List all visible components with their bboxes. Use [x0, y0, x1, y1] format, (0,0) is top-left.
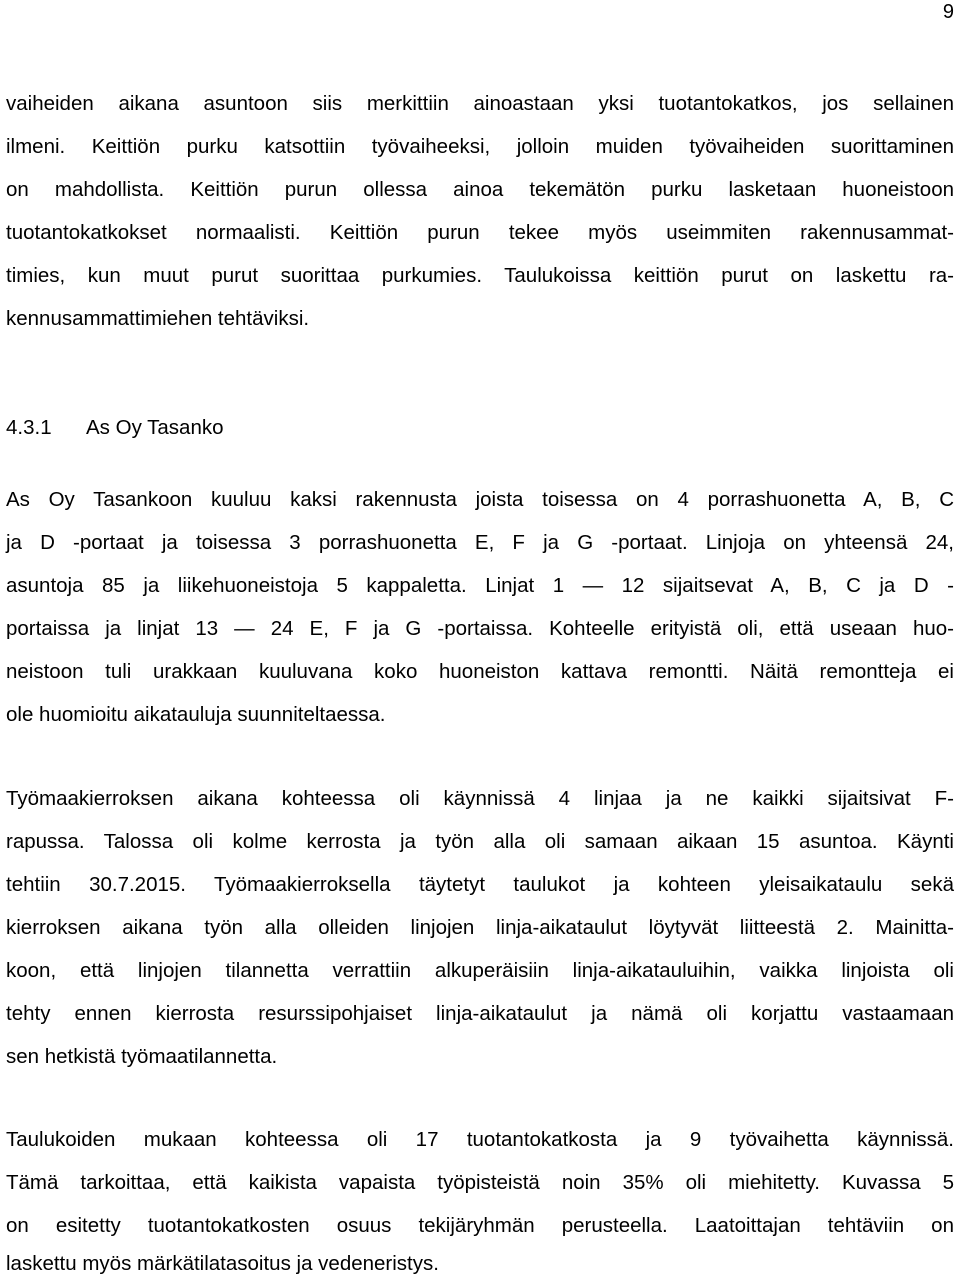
text-line: kierroksen aikana työn alla olleiden linjojen linja-aikataulut löytyvät liitteestä 2. Mainitta-: [6, 916, 954, 939]
text-line: As Oy Tasankoon kuuluu kaksi rakennusta joista toisessa on 4 porrashuonetta A, B, C: [6, 488, 954, 511]
text-line: vaiheiden aikana asuntoon siis merkittiin ainoastaan yksi tuotantokatkos, jos sellainen: [6, 92, 954, 115]
page-number: 9: [942, 1, 954, 23]
text-line: Taulukoiden mukaan kohteessa oli 17 tuotantokatkosta ja 9 työvaihetta käynnissä.: [6, 1128, 954, 1151]
text-line: ilmeni. Keittiön purku katsottiin työvaiheeksi, jolloin muiden työvaiheiden suorittaminen: [6, 135, 954, 158]
text-line: tehty ennen kierrosta resurssipohjaiset linja-aikataulut ja nämä oli korjattu vastaamaan: [6, 1002, 954, 1025]
text-line: neistoon tuli urakkaan kuuluvana koko huoneiston kattava remontti. Näitä remontteja ei: [6, 660, 954, 683]
section-heading: [6, 415, 224, 441]
text-line: ole huomioitu aikatauluja suunniteltaessa.: [6, 703, 386, 726]
text-line: laskettu myös märkätilatasoitus ja vedeneristys.: [6, 1252, 439, 1275]
text-line: Työmaakierroksen aikana kohteessa oli käynnissä 4 linjaa ja ne kaikki sijaitsivat F-: [6, 787, 954, 810]
text-line: on mahdollista. Keittiön purun ollessa ainoa tekemätön purku lasketaan huoneistoon: [6, 178, 954, 201]
text-line: on esitetty tuotantokatkosten osuus tekijäryhmän perusteella. Laatoittajan tehtäviin on: [6, 1214, 954, 1237]
text-line: tuotantokatkokset normaalisti. Keittiön purun tekee myös useimmiten rakennusammat-: [6, 221, 954, 244]
section-title: As Oy Tasanko: [86, 416, 224, 439]
text-line: asuntoja 85 ja liikehuoneistoja 5 kappaletta. Linjat 1 — 12 sijaitsevat A, B, C ja D -: [6, 574, 954, 597]
text-line: timies, kun muut purut suorittaa purkumies. Taulukoissa keittiön purut on laskettu ra-: [6, 264, 954, 287]
text-line: rapussa. Talossa oli kolme kerrosta ja työn alla oli samaan aikaan 15 asuntoa. Käynti: [6, 830, 954, 853]
text-line: portaissa ja linjat 13 — 24 E, F ja G -portaissa. Kohteelle erityistä oli, että useaan huo-: [6, 617, 954, 640]
text-line: koon, että linjojen tilannetta verrattiin alkuperäisiin linja-aikatauluihin, vaikka linjoista oli: [6, 959, 954, 982]
text-line: Tämä tarkoittaa, että kaikista vapaista työpisteistä noin 35% oli miehitetty. Kuvassa 5: [6, 1171, 954, 1194]
text-line: sen hetkistä työmaatilannetta.: [6, 1045, 278, 1068]
text-line: ja D -portaat ja toisessa 3 porrashuonetta E, F ja G -portaat. Linjoja on yhteensä 24,: [6, 531, 954, 554]
text-line: kennusammattimiehen tehtäviksi.: [6, 307, 310, 330]
section-number: 4.3.1: [6, 416, 52, 439]
text-line: tehtiin 30.7.2015. Työmaakierroksella täytetyt taulukot ja kohteen yleisaikataulu sekä: [6, 873, 954, 896]
